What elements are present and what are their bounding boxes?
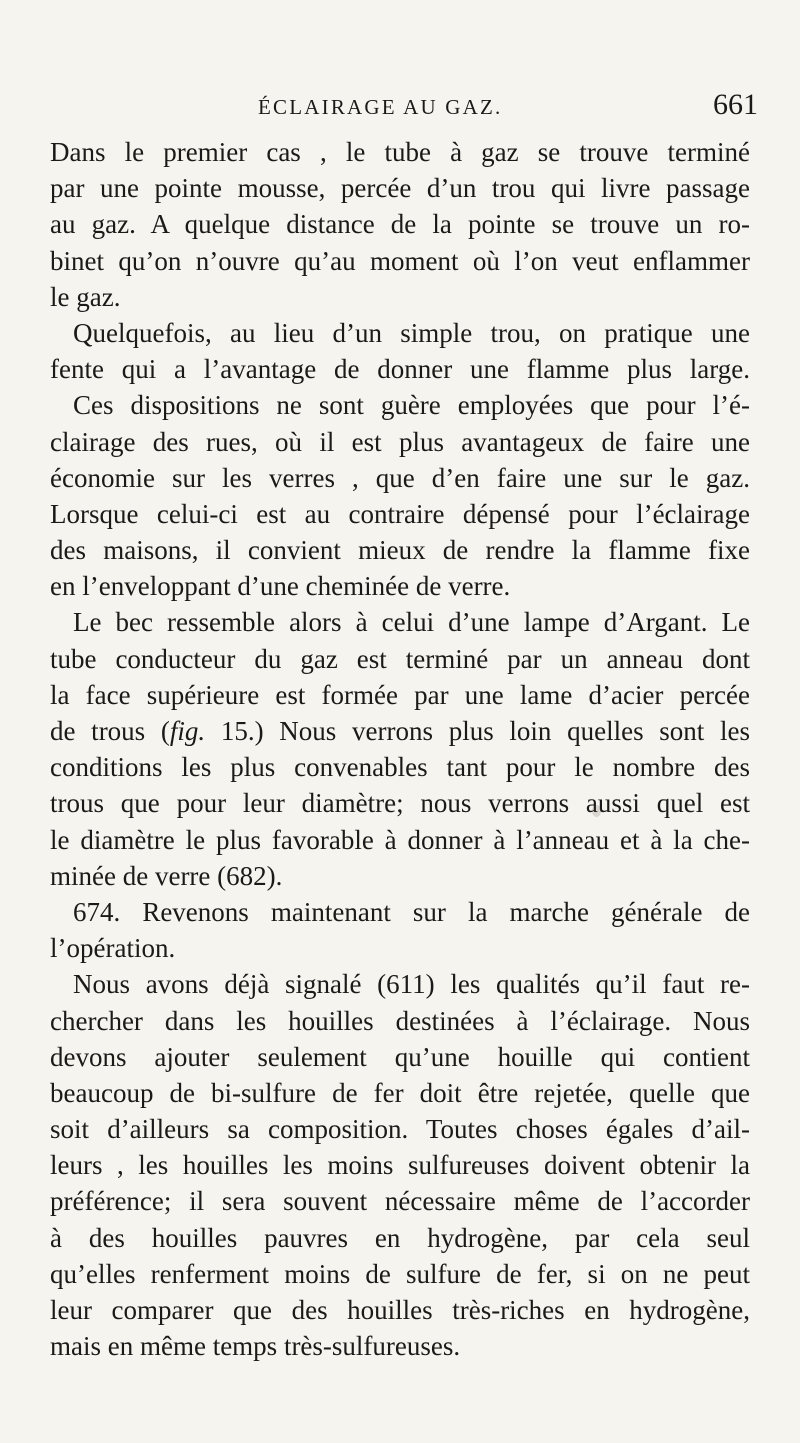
- text-line: Lorsque celui-ci est au contraire dépensé pour l’éclairage: [50, 498, 750, 529]
- text-line: Nous avons déjà signalé (611) les qualités qu’il faut re-: [73, 969, 750, 1000]
- running-header: [0, 88, 800, 132]
- text-line: fente qui a l’avantage de donner une flamme plus large.: [50, 354, 750, 385]
- text-line: le gaz.: [50, 281, 121, 312]
- text-line: de trous (fig. 15.) Nous verrons plus loin quelles sont les: [50, 716, 750, 746]
- text-line: au gaz. A quelque distance de la pointe se trouve un ro-: [50, 209, 750, 240]
- text-line: Ces dispositions ne sont guère employées que pour l’é-: [73, 390, 750, 421]
- body-text: [50, 134, 750, 1364]
- text-line: préférence; il sera souvent nécessaire même de l’accorder: [50, 1186, 750, 1217]
- text-line: mais en même temps très-sulfureuses.: [50, 1331, 461, 1362]
- text-line: clairage des rues, où il est plus avantageux de faire une: [50, 426, 750, 457]
- text-line: minée de verre (682).: [50, 860, 283, 891]
- text-line: économie sur les verres , que d’en faire une sur le gaz.: [50, 462, 750, 493]
- text-line: conditions les plus convenables tant pour le nombre des: [50, 752, 750, 783]
- section-start-line: 674. Revenons maintenant sur la marche générale de: [73, 896, 750, 927]
- text-line: en l’enveloppant d’une cheminée de verre.: [50, 571, 511, 602]
- text-line: des maisons, il convient mieux de rendre la flamme fixe: [50, 535, 750, 566]
- text-line: par une pointe mousse, percée d’un trou qui livre passage: [50, 173, 750, 204]
- text-line: soit d’ailleurs sa composition. Toutes choses égales d’ail-: [50, 1114, 750, 1145]
- text-line: le diamètre le plus favorable à donner à l’anneau et à la che-: [50, 824, 750, 855]
- text-line: la face supérieure est formée par une lame d’acier percée: [50, 679, 750, 710]
- running-title: ÉCLAIRAGE AU GAZ.: [258, 95, 503, 119]
- text-line: tube conducteur du gaz est terminé par un anneau dont: [50, 643, 750, 674]
- text-line: beaucoup de bi-sulfure de fer doit être rejetée, quelle que: [50, 1077, 750, 1108]
- text-line: à des houilles pauvres en hydrogène, par cela seul: [50, 1222, 750, 1253]
- page-number: 661: [713, 88, 758, 121]
- text-line: binet qu’on n’ouvre qu’au moment où l’on veut enflammer: [50, 245, 750, 276]
- ink-smudge: [592, 805, 601, 817]
- text-line: Le bec ressemble alors à celui d’une lampe d’Argant. Le: [73, 607, 750, 638]
- text-line: chercher dans les houilles destinées à l’éclairage. Nous: [50, 1005, 750, 1036]
- text-line: Quelquefois, au lieu d’un simple trou, on pratique une: [73, 317, 750, 348]
- text-line: leur comparer que des houilles très-riches en hydrogène,: [50, 1295, 750, 1325]
- text-line: leurs , les houilles les moins sulfureuses doivent obtenir la: [50, 1150, 750, 1181]
- text-line: trous que pour leur diamètre; nous verrons aussi quel est: [50, 788, 750, 819]
- text-line: devons ajouter seulement qu’une houille qui contient: [50, 1041, 750, 1072]
- text-line: l’opération.: [50, 933, 176, 964]
- text-line: Dans le premier cas , le tube à gaz se trouve terminé: [50, 137, 750, 167]
- figure-reference: fig.: [169, 716, 206, 746]
- text-line: qu’elles renferment moins de sulfure de fer, si on ne peut: [50, 1258, 750, 1289]
